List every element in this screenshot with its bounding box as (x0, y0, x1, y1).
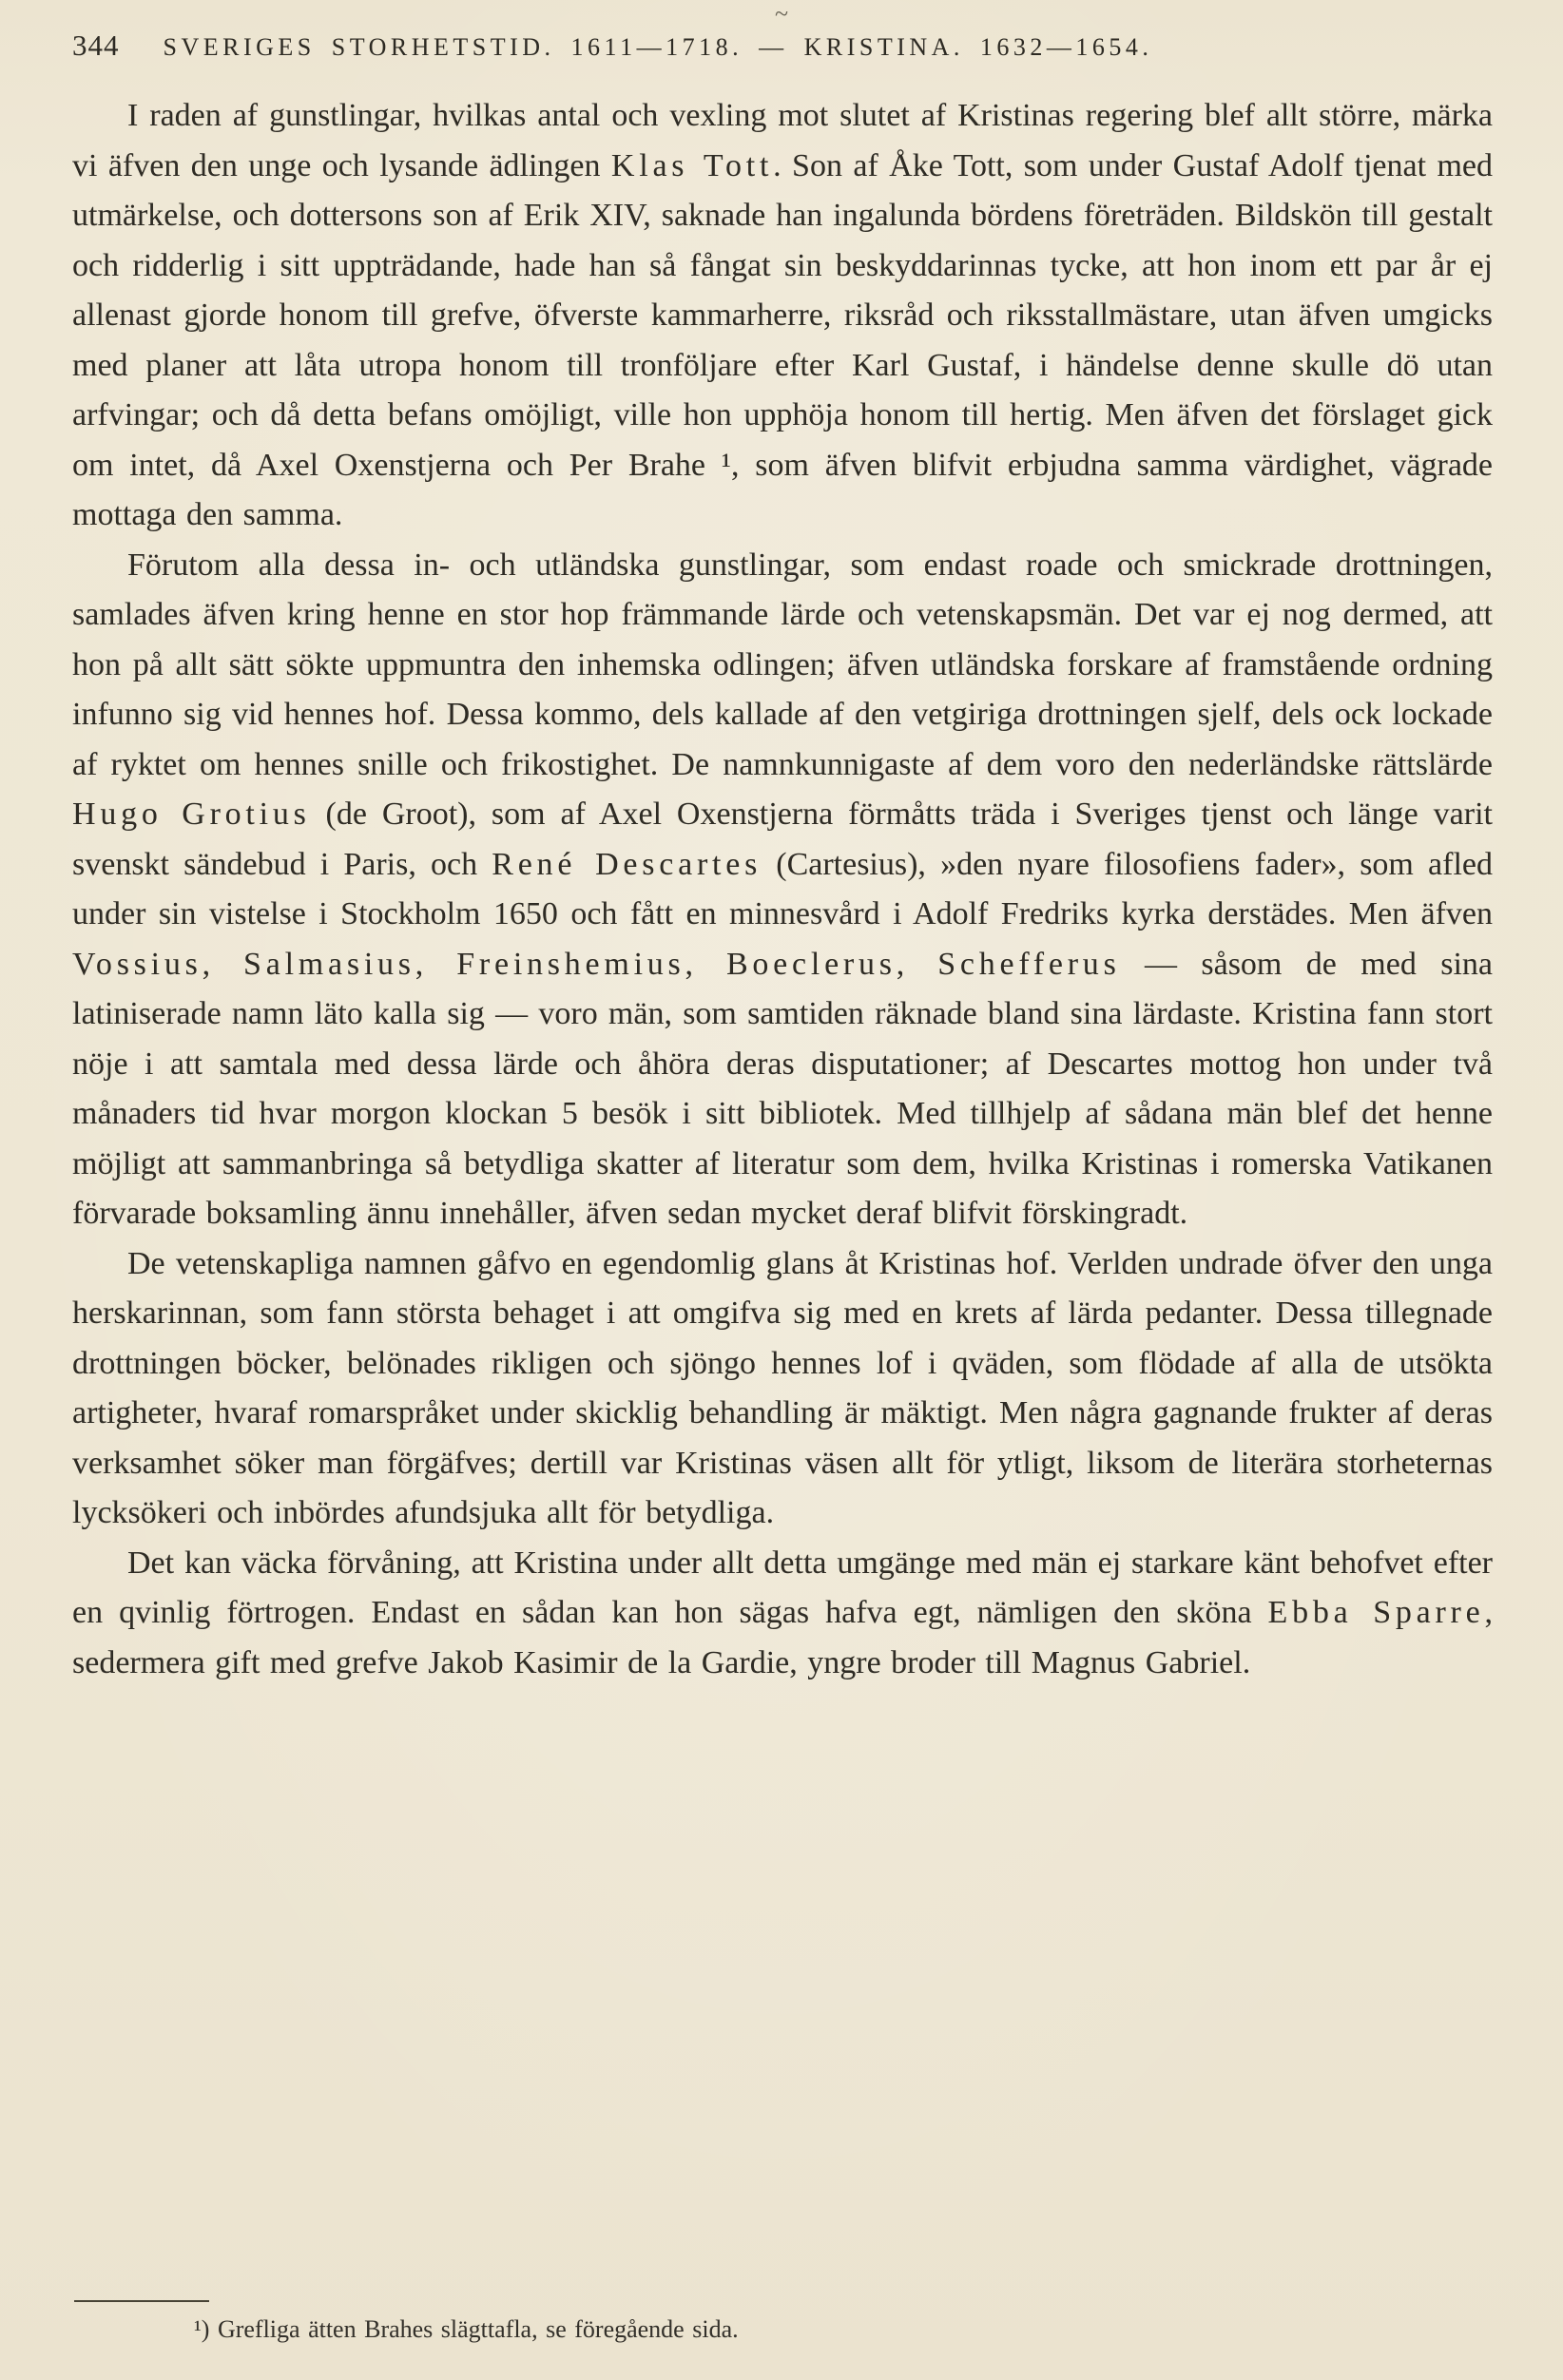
text-run: I raden af gunstlingar, hvilkas antal och vexling mot slutet af Kristinas regering blef allt större, märka vi äfven den unge och lysande ädlingen (72, 98, 1493, 183)
text-run: Det kan väcka förvåning, att Kristina under allt detta umgänge med män ej starkare känt behofvet efter en qvinlig förtrogen. Endast en sådan kan hon sägas hafva egt, nämligen den sköna (72, 1545, 1493, 1630)
footnote-rule (74, 2300, 209, 2302)
text-run: . Son af Åke Tott, som under Gustaf Adolf tjenat med utmärkelse, och dottersons son af Erik XIV, saknade han ingalunda bördens företräden. Bildskön till gestalt och ridderlig i sitt uppträdande, hade han så fångat sin beskyddarinnas tycke, att hon inom ett par år ej allenast gjorde honom till grefve, öfverste kammarherre, riksråd och riksstallmästare, utan äfven umgicks med planer att låta utropa honom till tronföljare efter Karl Gustaf, i händelse denne skulle dö utan arfvingar; och då detta befans omöjligt, ville hon upphöja honom till hertig. Men äfven det förslaget gick om intet, då Axel Oxenstjerna och Per Brahe ¹, som äfven blifvit erbjudna samma värdighet, vägrade mottaga den samma. (72, 147, 1493, 532)
text-body (72, 91, 1493, 1688)
footnote-text: ¹) Grefliga ätten Brahes slägttafla, se föregående sida. (194, 2315, 739, 2343)
scan-artifact-mark: ~ (774, 0, 789, 28)
paragraph (72, 91, 1493, 541)
footnote-block (72, 2293, 1493, 2346)
text-run: (de Groot), som af Axel Oxenstjerna förmåtts träda i Sveriges tjenst och länge varit svenskt sändebud i Paris, och (72, 797, 1493, 882)
paragraph (72, 541, 1493, 1239)
text-run: — såsom de med sina latiniserade namn läto kalla sig — voro män, som samtiden räknade bland sina lärdaste. Kristina fann stort nöje i att samtala med dessa lärde och åhöra deras disputationer; af Descartes mottog hon under två månaders tid hvar morgon klockan 5 besök i sitt bibliotek. Med tillhjelp af sådana män blef det henne möjligt att sammanbringa så betydliga skatter af literatur som dem, hvilka Kristinas i romerska Vatikanen förvarade boksamling ännu innehåller, äfven sedan mycket deraf blifvit förskingradt. (72, 946, 1493, 1231)
text-run: (Cartesius), »den nyare filosofiens fader», som afled under sin vistelse i Stockholm 1650 och fått en minnesvård i Adolf Fredriks kyrka derstädes. Men äfven (72, 846, 1493, 931)
text-run: , sedermera gift med grefve Jakob Kasimir de la Gardie, yngre broder till Magnus Gabriel. (72, 1595, 1493, 1680)
paragraph (72, 1539, 1493, 1689)
running-title: SVERIGES STORHETSTID. 1611—1718. — KRISTINA. 1632—1654. (163, 33, 1153, 61)
paragraph (72, 1239, 1493, 1539)
person-name-spaced: Hugo Grotius (72, 797, 311, 832)
page-number: 344 (72, 29, 120, 62)
text-run: De vetenskapliga namnen gåfvo en egendomlig glans åt Kristinas hof. Verlden undrade öfver den unga herskarinnan, som fann största behaget i att omgifva sig med en krets af lärda pedanter. Dessa tillegnade drottningen böcker, belönades rikligen och sjöngo hennes lof i qväden, som flödade af alla de utsökta artigheter, hvaraf romarspråket under skicklig behandling är mäktigt. Men några gagnande frukter af deras verksamhet söker man förgäfves; dertill var Kristinas väsen allt för ytligt, liksom de literära storheternas lycksökeri och inbördes afundsjuka allt för betydliga. (72, 1245, 1493, 1530)
person-name-spaced: Ebba Sparre (1267, 1595, 1485, 1630)
person-name-spaced: Vossius, Salmasius, Freinshemius, Boeclerus, Schefferus (72, 946, 1121, 982)
text-run: Förutom alla dessa in- och utländska gunstlingar, som endast roade och smickrade drottningen, samlades äfven kring henne en stor hop främmande lärde och vetenskapsmän. Det var ej nog dermed, att hon på allt sätt sökte uppmuntra den inhemska odlingen; äfven utländska forskare af framstående ordning infunno sig vid hennes hof. Dessa kommo, dels kallade af den vetgiriga drottningen sjelf, dels ock lockade af ryktet om hennes snille och frikostighet. De namnkunnigaste af dem voro den nederländske rättslärde (72, 547, 1493, 782)
running-header (72, 29, 1493, 63)
person-name-spaced: Klas Tott (610, 147, 774, 183)
person-name-spaced: René Descartes (492, 846, 762, 882)
